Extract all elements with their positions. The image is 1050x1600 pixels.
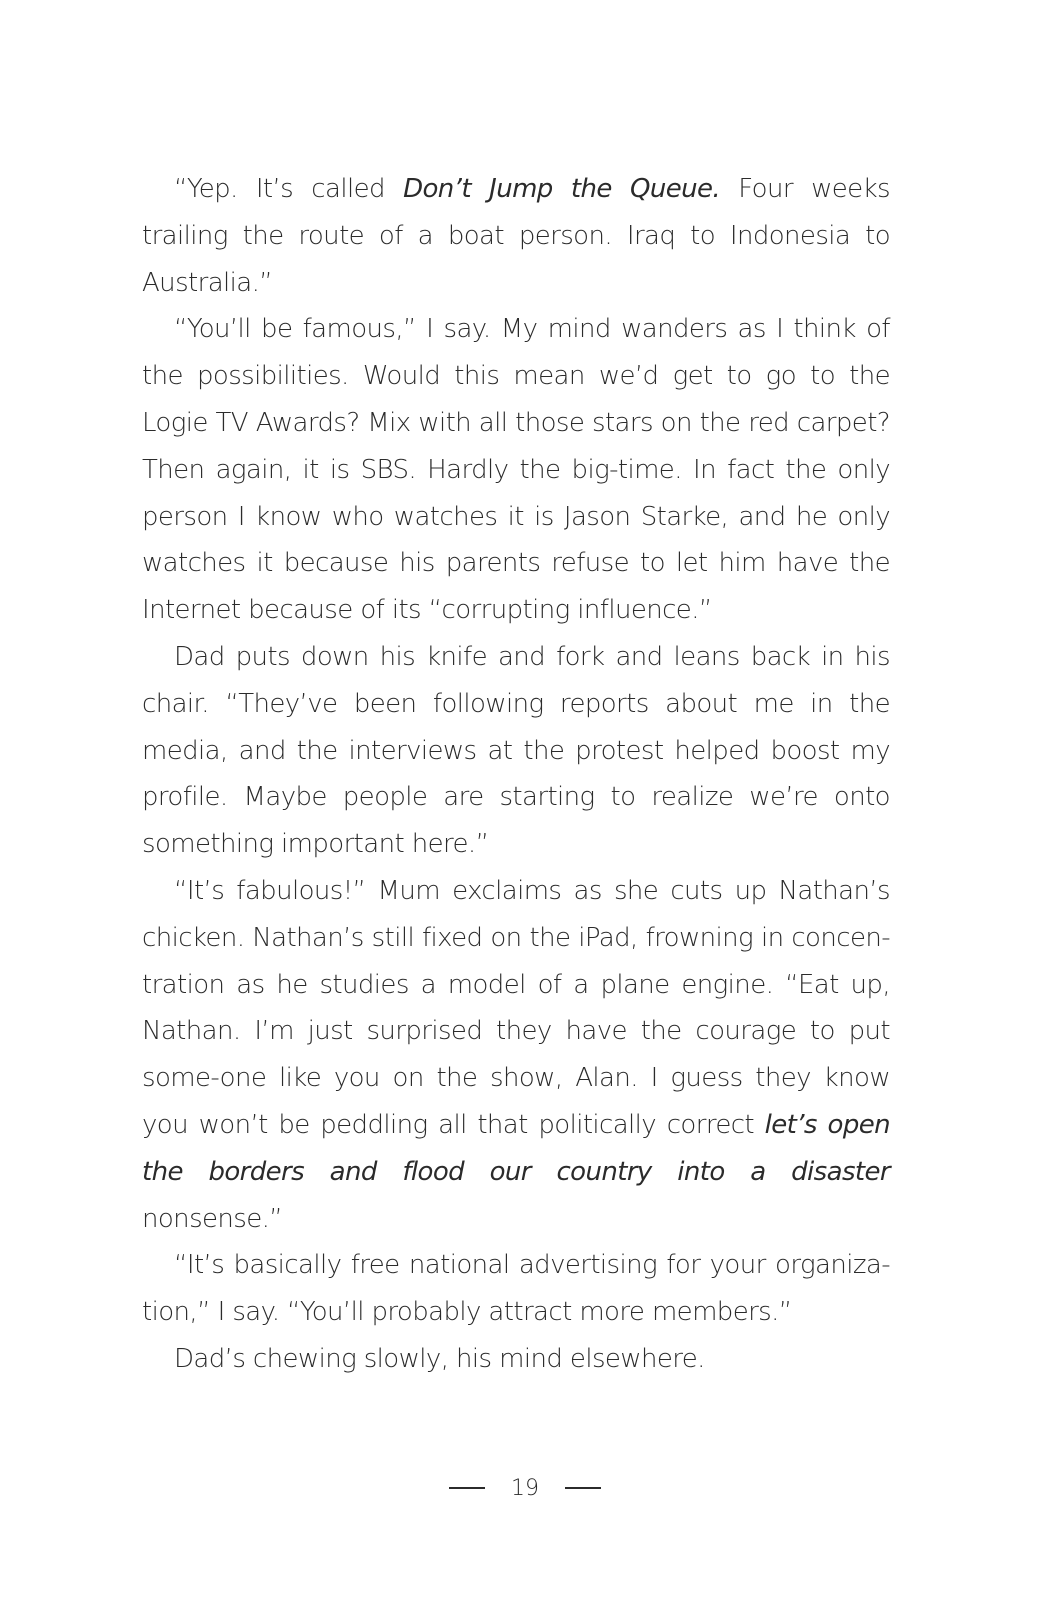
text-run: “It’s fabulous!” Mum exclaims as she cuts up Nathan’s chicken. Nathan’s still fixed on the iPad, frowning in concen-tration as he studies a model of a plane engine. “Eat up, Nathan. I’m just surprised they have the courage to put some-one like you on the show, Alan. I guess they know you won’t be peddling all that politically correct [142, 875, 890, 1140]
italic-text-run: Don’t Jump the Queue. [403, 174, 721, 204]
paragraph [142, 306, 890, 634]
text-run: nonsense.” [142, 1203, 283, 1234]
body-text [142, 166, 890, 1383]
text-run: Dad puts down his knife and fork and leans back in his chair. “They’ve been following reports about me in the media, and the interviews at the protest helped boost my profile. Maybe people are starting to realize we’re onto something important here.” [142, 641, 890, 860]
page-footer [0, 1468, 1050, 1508]
paragraph [142, 1242, 890, 1336]
paragraph [142, 634, 890, 868]
text-run: Four weeks trailing the route of a boat person. Iraq to Indonesia to Australia.” [142, 174, 890, 298]
text-run: “Yep. It’s called [174, 174, 404, 204]
footer-rule-right [565, 1487, 601, 1489]
text-run: “You’ll be famous,” I say. My mind wanders as I think of the possibilities. Would this mean we’d get to go to the Logie TV Awards? Mix with all those stars on the red carpet? Then again, it is SBS. Hardly the big-time. In fact the only person I know who watches it is Jason Starke, and he only watches it because his parents refuse to let him have the Internet because of its “corrupting influence.” [142, 314, 890, 626]
footer-rule-left [449, 1487, 485, 1489]
italic-text-run: let’s open the borders and flood our country into a disaster [142, 1109, 890, 1187]
paragraph [142, 1336, 890, 1383]
paragraph [142, 166, 890, 306]
page-number: 19 [511, 1475, 539, 1501]
text-run: Dad’s chewing slowly, his mind elsewhere. [174, 1343, 705, 1374]
text-run: “It’s basically free national advertising for your organiza-tion,” I say. “You’ll probably attract more members.” [142, 1250, 890, 1328]
paragraph [142, 868, 890, 1242]
